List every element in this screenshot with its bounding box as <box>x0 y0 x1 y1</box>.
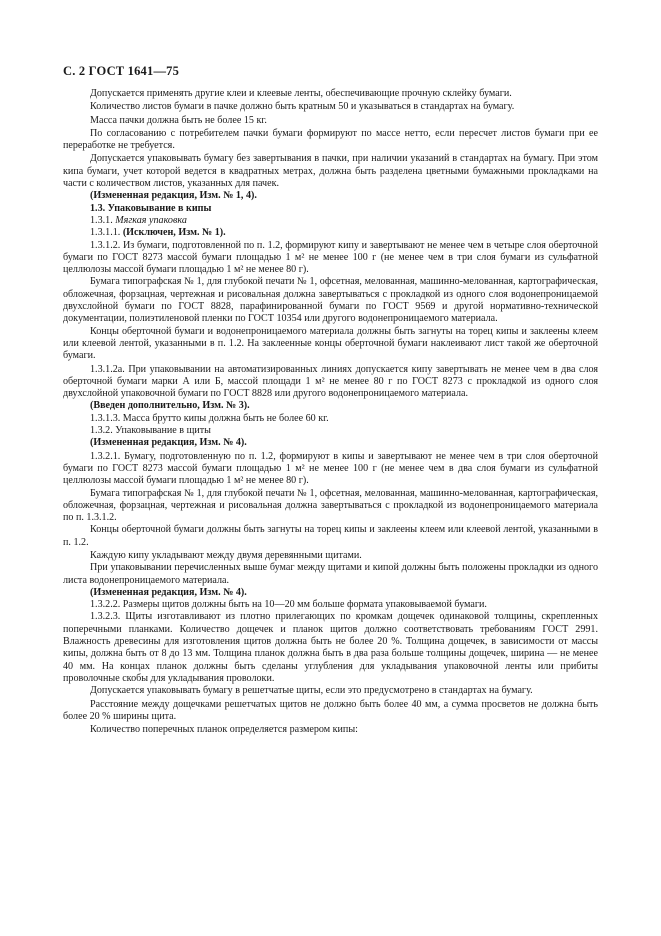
paragraph: Количество поперечных планок определяется размером кипы: <box>90 724 358 736</box>
clause-number: 1.3.1.1. <box>90 227 121 239</box>
paragraph: При упаковывании перечисленных выше бумаг между щитами и кипой должны быть положены прокладки из одного листа водонепроницаемого материала. <box>63 562 598 586</box>
paragraph: Концы оберточной бумаги и водонепроницаемого материала должны быть загнуты на торец кипы и заклеены клеем или клеевой лентой, указанными в п. 1.2. На заклеенные концы оберточной бумаги наклеивают лист такой же оберточной бумаги. <box>63 325 598 362</box>
amendment-note: (Измененная редакция, Изм. № 1, 4). <box>90 190 257 202</box>
paragraph: 1.3.2.2. Размеры щитов должны быть на 10—20 мм больше формата упаковываемой бумаги. <box>90 599 487 611</box>
subsection-heading <box>63 215 598 227</box>
paragraph: Допускается упаковывать бумагу без завертывания в пачки, при наличии указаний в стандартах на бумагу. При этом кипа бумаги, учет которой ведется в квадратных метрах, должна быть разделена цветными бумажными прокладками на части с количеством листов, указанных для пачек. <box>63 153 598 190</box>
paragraph: По согласованию с потребителем пачки бумаги формируют по массе нетто, если пересчет листов бумаги при ее переработке не требуется. <box>63 127 598 152</box>
paragraph: Бумага типографская № 1, для глубокой печати № 1, офсетная, мелованная, машинно-мелованная, картографическая, обложечная, форзацная, чертежная и рисовальная должна завертываться с прокладкой из водонепроницаемого материала по п. 1.3.1.2. <box>63 487 598 524</box>
paragraph: Масса пачки должна быть не более 15 кг. <box>90 114 267 126</box>
subsection-title: Мягкая упаковка <box>115 214 187 226</box>
clause-excluded <box>63 227 598 239</box>
subsection-heading: 1.3.2. Упаковывание в щиты <box>90 425 211 437</box>
paragraph: Допускается упаковывать бумагу в решетчатые щиты, если это предусмотрено в стандартах на бумагу. <box>90 685 533 697</box>
paragraph: 1.3.1.2. Из бумаги, подготовленной по п. 1.2, формируют кипу и завертывают не менее чем в четыре слоя оберточной бумаги по ГОСТ 8273 массой бумаги площадью 1 м² не менее 100 г (не менее чем в три слоя бумаги из сульфатной целлюлозы массой бумаги площадью 1 м² не менее 80 г). <box>63 239 598 276</box>
paragraph: 1.3.1.3. Масса брутто кипы должна быть не более 60 кг. <box>90 412 329 424</box>
paragraph: Каждую кипу укладывают между двумя деревянными щитами. <box>90 549 362 561</box>
amendment-note: (Введен дополнительно, Изм. № 3). <box>90 400 250 412</box>
paragraph: Количество листов бумаги в пачке должно быть кратным 50 и указываться в стандартах на бумагу. <box>90 101 515 113</box>
paragraph: Концы оберточной бумаги должны быть загнуты на торец кипы и заклеены клеем или клеевой лентой, указанными в п. 1.2. <box>63 524 598 548</box>
paragraph: 1.3.2.3. Щиты изготавливают из плотно прилегающих по кромкам дощечек одинаковой толщины, скрепленных поперечными планками. Количество дощечек и планок щитов должно соответствовать требованиям ГОСТ 2991. Влажность древесины для изготовления щитов должна быть не более 20 %. Толщина дощечек, в зависимости от массы кипы, должна быть от 8 до 13 мм. Толщина планок должна быть в два раза больше толщины дощечек, ширина — не менее 40 мм. На концах планок должны быть сделаны углубления для укладывания упаковочной ленты или прибиты проволочные скобы для укладывания проволоки. <box>63 611 598 684</box>
amendment-note: (Измененная редакция, Изм. № 4). <box>90 437 247 449</box>
excluded-note: (Исключен, Изм. № 1). <box>122 227 226 239</box>
subsection-number: 1.3.1. <box>90 214 113 226</box>
paragraph: Бумага типографская № 1, для глубокой печати № 1, офсетная, мелованная, машинно-мелованная, картографическая, обложечная, форзацная, чертежная и рисовальная должна завертываться с прокладкой из одного слоя водонепроницаемой двухслойной бумаги по ГОСТ 8828, парафинированной бумаги по ГОСТ 9569 и другой нормативно-технической документации, полиэтиленовой пленки по ГОСТ 10354 или другого водонепроницаемого материала. <box>63 276 598 325</box>
section-heading: 1.3. Упаковывание в кипы <box>90 202 212 214</box>
paragraph: 1.3.1.2а. При упаковывании на автоматизированных линиях допускается кипу завертывать не менее чем в два слоя оберточной бумаги марки А или Б, массой площади 1 м² не менее 80 г по ГОСТ 8273 с прокладкой из одного слоя двухслойной упаковочной бумаги по ГОСТ 8828 или другого водонепроницаемого материала. <box>63 363 598 400</box>
page-header: С. 2 ГОСТ 1641—75 <box>63 64 180 78</box>
paragraph: Допускается применять другие клеи и клеевые ленты, обеспечивающие прочную склейку бумаги. <box>90 88 512 99</box>
paragraph: Расстояние между дощечками решетчатых щитов не должно быть более 40 мм, а сумма просветов не должна быть более 20 % ширины щита. <box>63 698 598 722</box>
document-body <box>63 88 598 736</box>
amendment-note: (Измененная редакция, Изм. № 4). <box>90 586 247 598</box>
paragraph: 1.3.2.1. Бумагу, подготовленную по п. 1.2, формируют в кипы и завертывают не менее чем в три слоя оберточной бумаги по ГОСТ 8273 массой бумаги площадью 1 м² не менее 100 г (не менее чем в два слоя бумаги из сульфатной целлюлозы массой бумаги площадью 1 м² не менее 80 г). <box>63 450 598 487</box>
